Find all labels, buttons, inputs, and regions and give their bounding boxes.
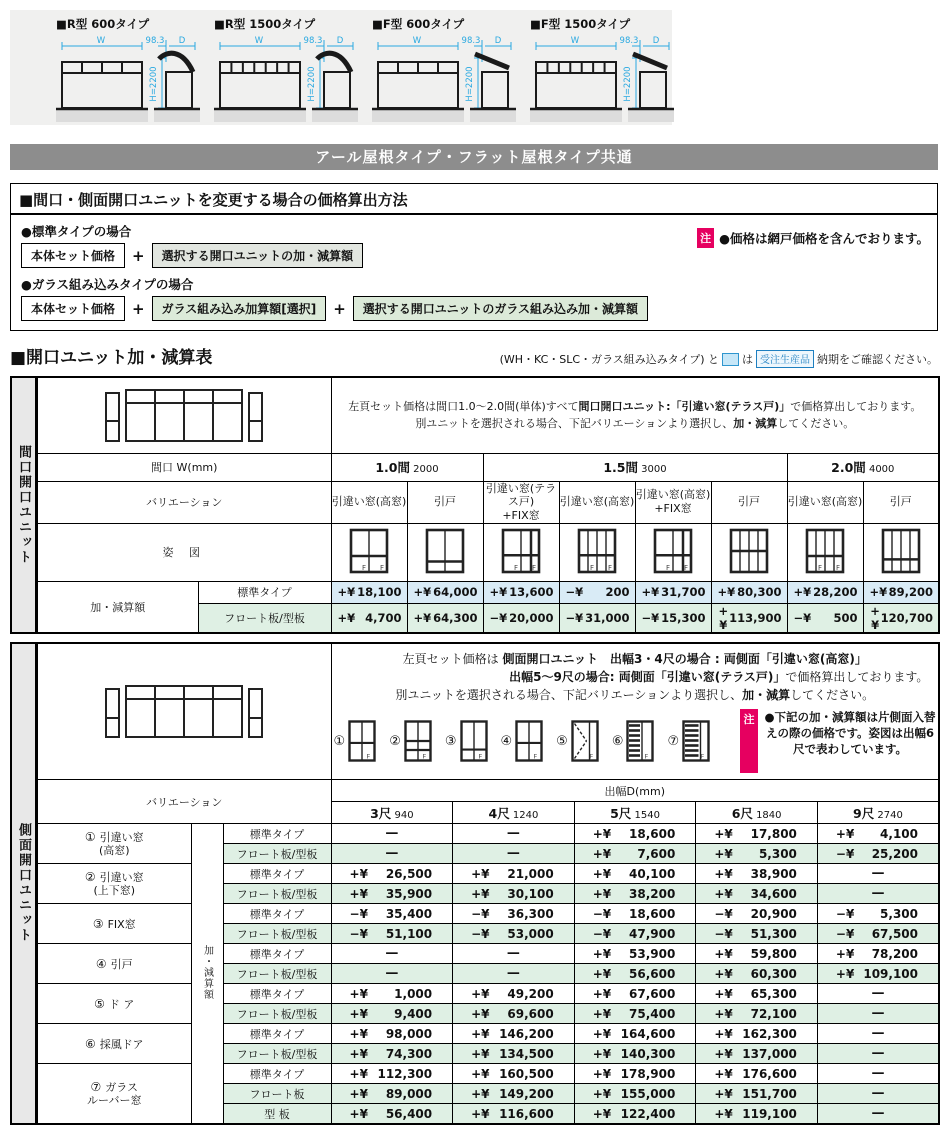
unit-diagram-cell — [37, 643, 331, 780]
unit-group-name: ③ FIX窓 — [37, 904, 191, 944]
depth-col-header: 9尺 2740 — [817, 802, 939, 824]
unit-number: ③ — [444, 733, 457, 749]
price-cell: +¥ 74,300 — [331, 1044, 453, 1064]
opening-unit-diagram — [38, 685, 331, 738]
price-cell: +¥ 13,600 — [483, 581, 559, 603]
svg-text:D: D — [652, 36, 660, 46]
price-cell: — — [817, 1004, 939, 1024]
type-label: フロート板/型板 — [223, 1044, 331, 1064]
price-cell: +¥ 120,700 — [863, 603, 939, 633]
price-cell: +¥ 122,400 — [574, 1104, 696, 1124]
price-cell: +¥ 89,200 — [863, 581, 939, 603]
plus-sign: + — [132, 246, 145, 265]
width-group: 1.5間 3000 — [483, 453, 787, 481]
price-cell: +¥ 17,800 — [696, 824, 818, 844]
width-header: 間口 W(mm) — [37, 453, 331, 481]
price-cell: −¥ 51,100 — [331, 924, 453, 944]
price-cell: +¥ 56,400 — [331, 1104, 453, 1124]
type-label: 型 板 — [223, 1104, 331, 1124]
glass-price-formula — [21, 296, 937, 321]
blue-legend-box-icon — [722, 353, 739, 366]
svg-text:H=2200: H=2200 — [307, 66, 317, 102]
maguchi-opening-unit-table — [36, 376, 940, 634]
svg-text:F: F — [422, 752, 427, 761]
price-cell: — — [453, 944, 575, 964]
type-label: フロート板 — [223, 1084, 331, 1104]
window-figure-icon — [576, 527, 618, 575]
price-cell: +¥ 155,000 — [574, 1084, 696, 1104]
plus-sign: + — [333, 299, 346, 318]
svg-text:D: D — [336, 36, 344, 46]
adjust-amount-header: 加・減算額 — [37, 581, 198, 633]
sokumen-opening-unit-table — [36, 642, 940, 1125]
window-figure-icon — [728, 527, 770, 575]
order-note-mid: は — [742, 353, 753, 366]
price-note-text: ●価格は網戸価格を含んでおります。 — [719, 231, 929, 246]
price-cell: +¥ 56,600 — [574, 964, 696, 984]
svg-text:98.3: 98.3 — [145, 36, 165, 46]
unit-group-name: ⑦ ガラス ルーバー窓 — [37, 1064, 191, 1124]
unit-group-name: ④ 引戸 — [37, 944, 191, 984]
roof-dimension-diagram — [212, 32, 360, 124]
svg-text:W: W — [96, 36, 106, 46]
price-cell: — — [817, 1084, 939, 1104]
window-figure-icon — [652, 527, 694, 575]
side-unit-icon — [625, 719, 655, 763]
svg-text:F: F — [514, 563, 519, 572]
unit-group-name: ① 引違い窓 (高窓) — [37, 824, 191, 864]
svg-text:H=2200: H=2200 — [465, 66, 475, 102]
type-label: 標準タイプ — [223, 824, 331, 844]
price-cell: — — [817, 1024, 939, 1044]
note-badge: 注 — [697, 228, 714, 248]
price-cell: −¥ 51,300 — [696, 924, 818, 944]
price-cell: +¥ 116,600 — [453, 1104, 575, 1124]
sokumen-intro-line1: 左頁セット価格は 側面開口ユニット 出幅3・4尺の場合 : 両側面「引違い窓(高窓)」 — [402, 652, 867, 666]
price-cell: +¥ 134,500 — [453, 1044, 575, 1064]
svg-text:D: D — [494, 36, 502, 46]
side-unit-icon — [514, 719, 544, 763]
price-cell: — — [453, 964, 575, 984]
price-cell: +¥ 65,300 — [696, 984, 818, 1004]
svg-text:W: W — [254, 36, 264, 46]
price-cell: +¥ 38,900 — [696, 864, 818, 884]
price-cell: −¥ 36,300 — [453, 904, 575, 924]
roof-type-diagram — [54, 14, 202, 125]
type-label: 標準タイプ — [223, 944, 331, 964]
depth-col-header: 3尺 940 — [331, 802, 453, 824]
price-cell: +¥ 109,100 — [817, 964, 939, 984]
unit-number: ④ — [500, 733, 513, 749]
svg-text:F: F — [533, 752, 538, 761]
price-cell: +¥ 149,200 — [453, 1084, 575, 1104]
price-cell: +¥ 53,900 — [574, 944, 696, 964]
price-cell: — — [331, 844, 453, 864]
type-label: 標準タイプ — [223, 904, 331, 924]
price-cell: +¥ 28,200 — [787, 581, 863, 603]
window-figure-icon — [500, 527, 542, 575]
sokumen-intro-line3: 別ユニットを選択される場合、下記バリエーションより選択し、加・減算してください。 — [395, 688, 875, 702]
price-cell: +¥ 75,400 — [574, 1004, 696, 1024]
window-figure-icon — [880, 527, 922, 575]
type-label: フロート板/型板 — [223, 1004, 331, 1024]
svg-text:98.3: 98.3 — [461, 36, 481, 46]
variation-name: 引違い窓(高窓) — [787, 481, 863, 523]
type-label: フロート板/型板 — [223, 884, 331, 904]
roof-dimension-diagram — [528, 32, 676, 124]
price-cell: +¥ 34,600 — [696, 884, 818, 904]
formula-box: ガラス組み込み加算額[選択] — [152, 296, 327, 321]
side-unit-icon — [570, 719, 600, 763]
unit-group-name: ⑤ ド ア — [37, 984, 191, 1024]
price-cell: −¥ 18,600 — [574, 904, 696, 924]
maguchi-opening-unit-section — [10, 376, 938, 634]
price-cell: −¥ 47,900 — [574, 924, 696, 944]
price-cell: +¥ 178,900 — [574, 1064, 696, 1084]
unit-number: ⑤ — [556, 733, 568, 749]
price-cell: +¥ 151,700 — [696, 1084, 818, 1104]
price-cell: −¥ 25,200 — [817, 844, 939, 864]
depth-header: 出幅D(mm) — [331, 780, 939, 802]
svg-text:H=2200: H=2200 — [623, 66, 633, 102]
roof-dimension-diagram — [370, 32, 518, 124]
price-cell: +¥ 1,000 — [331, 984, 453, 1004]
type-label: フロート板/型板 — [223, 924, 331, 944]
price-cell: −¥ 15,300 — [635, 603, 711, 633]
price-cell: −¥ 200 — [559, 581, 635, 603]
price-cell: +¥ 18,600 — [574, 824, 696, 844]
price-cell: +¥ 59,800 — [696, 944, 818, 964]
side-unit-option — [445, 719, 489, 763]
type-label: 標準タイプ — [223, 1064, 331, 1084]
type-label: 標準タイプ — [223, 864, 331, 884]
price-cell: −¥ 53,000 — [453, 924, 575, 944]
price-cell: +¥ 80,300 — [711, 581, 787, 603]
svg-text:W: W — [412, 36, 422, 46]
price-cell: −¥ 31,000 — [559, 603, 635, 633]
price-cell: +¥ 18,100 — [331, 581, 407, 603]
type-label: フロート板/型板 — [223, 964, 331, 984]
maguchi-side-strip — [10, 376, 36, 634]
unit-diagram-cell — [37, 377, 331, 453]
roof-dimension-diagram — [54, 32, 202, 124]
price-cell: +¥ 64,300 — [407, 603, 483, 633]
figure-cell — [711, 523, 787, 581]
pricing-method-box — [10, 183, 938, 331]
price-cell: +¥ 40,100 — [574, 864, 696, 884]
price-cell: −¥ 35,400 — [331, 904, 453, 924]
price-cell: +¥ 89,000 — [331, 1084, 453, 1104]
price-cell: +¥ 72,100 — [696, 1004, 818, 1024]
variation-header: バリエーション — [37, 780, 331, 824]
svg-text:H=2200: H=2200 — [149, 66, 159, 102]
roof-type-title: ■R型 600タイプ — [56, 17, 150, 31]
figure-cell — [483, 523, 559, 581]
order-note-pre: (WH・KC・SLC・ガラス組み込みタイプ) と — [499, 353, 719, 366]
unit-number: ⑥ — [611, 733, 624, 749]
side-unit-icon — [459, 719, 489, 763]
type-label: フロート板/型板 — [223, 844, 331, 864]
price-cell: — — [331, 824, 453, 844]
price-cell: +¥ 69,600 — [453, 1004, 575, 1024]
price-cell: +¥ 98,000 — [331, 1024, 453, 1044]
svg-text:F: F — [644, 752, 649, 761]
side-unit-icon — [347, 719, 377, 763]
price-cell: +¥ 7,600 — [574, 844, 696, 864]
price-cell: +¥ 49,200 — [453, 984, 575, 1004]
side-unit-option — [334, 719, 378, 763]
side-unit-icon — [403, 719, 433, 763]
sokumen-intro-cell — [331, 643, 939, 780]
depth-col-header: 6尺 1840 — [696, 802, 818, 824]
window-figure-icon — [424, 527, 466, 575]
price-cell: +¥ 160,500 — [453, 1064, 575, 1084]
price-note — [697, 228, 929, 248]
variation-name: 引違い窓(高窓) — [331, 481, 407, 523]
price-cell: — — [817, 884, 939, 904]
glass-type-label: ●ガラス組み込みタイプの場合 — [21, 277, 194, 292]
side-unit-option — [612, 719, 656, 763]
sokumen-opening-unit-section — [10, 642, 938, 1125]
svg-text:D: D — [178, 36, 186, 46]
depth-col-header: 5尺 1540 — [574, 802, 696, 824]
price-cell: +¥ 119,100 — [696, 1104, 818, 1124]
side-unit-option — [389, 719, 433, 763]
roof-type-diagram — [212, 14, 360, 125]
formula-box: 選択する開口ユニットのガラス組み込み加・減算額 — [353, 296, 648, 321]
formula-box: 本体セット価格 — [21, 296, 125, 321]
price-cell: +¥ 162,300 — [696, 1024, 818, 1044]
svg-text:F: F — [380, 563, 385, 572]
unit-number: ② — [389, 733, 401, 749]
unit-group-name: ⑥ 採風ドア — [37, 1024, 191, 1064]
price-cell: +¥ 112,300 — [331, 1064, 453, 1084]
svg-text:F: F — [818, 563, 823, 572]
roof-type-banner: アール屋根タイプ・フラット屋根タイプ共通 — [10, 144, 938, 170]
variation-name: 引戸 — [711, 481, 787, 523]
svg-text:F: F — [362, 563, 367, 572]
price-cell: +¥ 176,600 — [696, 1064, 818, 1084]
price-cell: +¥ 60,300 — [696, 964, 818, 984]
variation-header: バリエーション — [37, 481, 331, 523]
price-cell: −¥ 67,500 — [817, 924, 939, 944]
price-cell: +¥ 35,900 — [331, 884, 453, 904]
sokumen-side-strip — [10, 642, 36, 1125]
price-cell: +¥ 4,100 — [817, 824, 939, 844]
svg-text:98.3: 98.3 — [303, 36, 323, 46]
type-label: 標準タイプ — [198, 581, 331, 603]
price-cell: — — [817, 984, 939, 1004]
svg-text:F: F — [608, 563, 613, 572]
price-cell: +¥ 21,000 — [453, 864, 575, 884]
price-cell: +¥ 26,500 — [331, 864, 453, 884]
price-cell: — — [817, 1104, 939, 1124]
variation-name: 引違い窓(高窓) +FIX窓 — [635, 481, 711, 523]
type-label: フロート板/型板 — [198, 603, 331, 633]
side-note-text: ●下記の加・減算額は片側面入替えの際の価格です。姿図は出幅6尺で表わしています。 — [764, 710, 936, 757]
pricing-method-title: ■間口・側面開口ユニットを変更する場合の価格算出方法 — [11, 184, 937, 215]
formula-box: 本体セット価格 — [21, 243, 125, 268]
svg-text:F: F — [478, 752, 482, 761]
variation-name: 引戸 — [407, 481, 483, 523]
price-cell: +¥ 164,600 — [574, 1024, 696, 1044]
price-cell: — — [817, 1064, 939, 1084]
price-cell: +¥ 140,300 — [574, 1044, 696, 1064]
price-cell: +¥ 64,000 — [407, 581, 483, 603]
price-cell: — — [331, 964, 453, 984]
sokumen-side-label: 側面開口ユニット — [16, 823, 31, 944]
unit-number: ① — [333, 733, 346, 749]
price-cell: +¥ 5,300 — [696, 844, 818, 864]
svg-text:F: F — [589, 752, 594, 761]
figure-cell — [559, 523, 635, 581]
depth-col-header: 4尺 1240 — [453, 802, 575, 824]
maguchi-side-label: 間口開口ユニット — [16, 444, 31, 565]
price-cell: +¥ 78,200 — [817, 944, 939, 964]
price-cell: +¥ 38,200 — [574, 884, 696, 904]
order-production-note — [500, 350, 938, 368]
price-cell: +¥ 30,100 — [453, 884, 575, 904]
svg-text:F: F — [836, 563, 841, 572]
price-cell: — — [453, 844, 575, 864]
sokumen-intro-line2: 出幅5〜9尺の場合: 両側面「引違い窓(テラス戸)」で価格算出しております。 — [509, 670, 929, 684]
variation-name: 引違い窓(テラス戸) +FIX窓 — [483, 481, 559, 523]
side-unit-option — [501, 719, 545, 763]
figure-header: 姿 図 — [37, 523, 331, 581]
price-cell: −¥ 20,900 — [696, 904, 818, 924]
side-unit-icon — [681, 719, 711, 763]
price-cell: −¥ 500 — [787, 603, 863, 633]
price-cell: — — [817, 864, 939, 884]
price-cell: +¥ 67,600 — [574, 984, 696, 1004]
standard-type-label: ●標準タイプの場合 — [21, 224, 132, 239]
side-unit-option — [667, 719, 711, 763]
roof-type-title: ■F型 1500タイプ — [530, 17, 631, 31]
figure-cell — [635, 523, 711, 581]
note-badge-tall: 注 — [740, 709, 758, 773]
price-cell: −¥ 20,000 — [483, 603, 559, 633]
type-label: 標準タイプ — [223, 1024, 331, 1044]
order-note-post: 納期をご確認ください。 — [817, 353, 938, 366]
maguchi-intro-text: 左頁セット価格は間口1.0〜2.0間(単体)すべて間口開口ユニット:「引違い窓(テラス戸)」で価格算出しております。 別ユニットを選択される場合、下記バリエーションより選択し、加・減算してください。 — [331, 377, 939, 453]
price-cell: — — [453, 824, 575, 844]
price-cell: −¥ 5,300 — [817, 904, 939, 924]
roof-type-title: ■R型 1500タイプ — [214, 17, 316, 31]
side-unit-option — [556, 719, 600, 763]
side-unit-options-row — [334, 709, 938, 773]
width-group: 2.0間 4000 — [787, 453, 939, 481]
adjust-amount-vertical-label: 加・減算額 — [191, 824, 223, 1124]
price-cell: +¥ 31,700 — [635, 581, 711, 603]
side-note — [740, 709, 938, 773]
adjustment-table-heading — [10, 343, 938, 368]
formula-box: 選択する開口ユニットの加・減算額 — [152, 243, 364, 268]
svg-text:F: F — [666, 563, 671, 572]
svg-text:F: F — [590, 563, 595, 572]
svg-text:F: F — [366, 752, 371, 761]
price-cell: +¥ 137,000 — [696, 1044, 818, 1064]
price-cell: +¥ 4,700 — [331, 603, 407, 633]
adjustment-table-title: ■開口ユニット加・減算表 — [10, 348, 213, 368]
price-cell: +¥ 113,900 — [711, 603, 787, 633]
price-cell: — — [331, 944, 453, 964]
window-figure-icon — [804, 527, 846, 575]
figure-cell — [331, 523, 407, 581]
roof-type-diagram — [528, 14, 676, 125]
price-cell: — — [817, 1044, 939, 1064]
roof-type-diagram — [370, 14, 518, 125]
variation-name: 引戸 — [863, 481, 939, 523]
roof-diagram-band — [10, 10, 672, 125]
figure-cell — [863, 523, 939, 581]
svg-text:F: F — [700, 752, 705, 761]
price-cell: +¥ 146,200 — [453, 1024, 575, 1044]
figure-cell — [787, 523, 863, 581]
type-label: 標準タイプ — [223, 984, 331, 1004]
svg-text:F: F — [532, 563, 537, 572]
svg-text:F: F — [684, 563, 689, 572]
figure-cell — [407, 523, 483, 581]
window-figure-icon — [348, 527, 390, 575]
unit-number: ⑦ — [667, 733, 680, 749]
opening-unit-diagram — [38, 389, 331, 442]
svg-text:W: W — [570, 36, 580, 46]
roof-type-title: ■F型 600タイプ — [372, 17, 465, 31]
unit-group-name: ② 引違い窓 (上下窓) — [37, 864, 191, 904]
price-cell: +¥ 9,400 — [331, 1004, 453, 1024]
plus-sign: + — [132, 299, 145, 318]
width-group: 1.0間 2000 — [331, 453, 483, 481]
svg-text:98.3: 98.3 — [619, 36, 639, 46]
variation-name: 引違い窓(高窓) — [559, 481, 635, 523]
order-production-badge: 受注生産品 — [756, 350, 814, 368]
